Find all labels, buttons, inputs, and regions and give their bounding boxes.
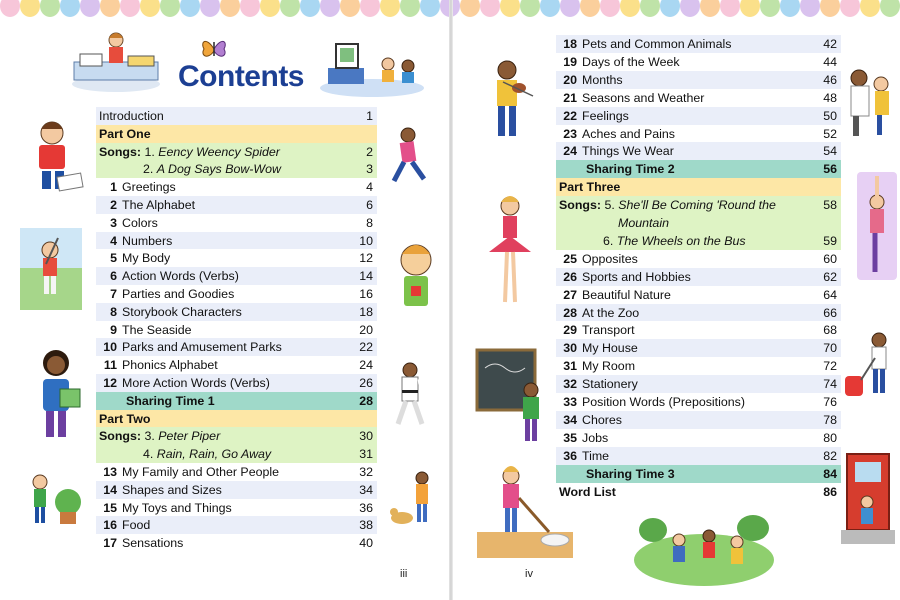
toc-label: Sharing Time 1	[126, 393, 215, 408]
toc-entry[interactable]	[96, 232, 377, 250]
toc-number: 29	[563, 323, 577, 338]
toc-page-number: 52	[823, 126, 837, 141]
toc-page-number: 78	[823, 412, 837, 427]
toc-number: 14	[103, 482, 117, 497]
toc-number: 8	[110, 304, 117, 319]
toc-label: Shapes and Sizes	[122, 482, 222, 497]
toc-entry[interactable]	[96, 214, 377, 232]
toc-entry[interactable]	[96, 178, 377, 196]
toc-page-number: 54	[823, 144, 837, 159]
toc-entry[interactable]	[556, 375, 841, 393]
toc-entry[interactable]	[96, 267, 377, 285]
toc-page-number: 18	[359, 304, 373, 319]
page-number-left: iii	[400, 568, 408, 580]
toc-entry[interactable]	[96, 321, 377, 339]
toc-number: 27	[563, 287, 577, 302]
toc-entry[interactable]	[556, 35, 841, 53]
toc-page-number: 8	[366, 215, 373, 230]
toc-number: 12	[103, 376, 117, 390]
toc-entry[interactable]	[556, 483, 841, 501]
toc-number: 10	[103, 340, 117, 355]
violinist-illustration	[477, 58, 537, 142]
toc-label: Beautiful Nature	[582, 287, 671, 302]
toc-label: Sharing Time 3	[586, 466, 675, 481]
toc-page-number: 76	[823, 395, 837, 409]
toc-label: Days of the Week	[582, 54, 680, 69]
child-walking-dog-illustration	[388, 470, 442, 530]
toc-label: Transport	[582, 323, 635, 338]
toc-page-number: 59	[823, 233, 837, 248]
toc-page-number: 4	[366, 180, 373, 195]
toc-number: 25	[563, 251, 577, 266]
toc-label: Action Words (Verbs)	[122, 269, 239, 284]
toc-label	[556, 196, 841, 214]
toc-entry[interactable]	[96, 303, 377, 321]
toc-label: My Body	[122, 251, 171, 266]
toc-page-number: 84	[823, 466, 837, 481]
page-title: Contents	[178, 60, 304, 93]
toc-entry[interactable]	[556, 304, 841, 322]
toc-page-number: 3	[366, 162, 373, 177]
toc-page-number: 32	[359, 465, 373, 479]
song-prefix: Songs: 1.	[99, 144, 159, 159]
toc-page-number: 28	[359, 393, 373, 408]
toc-page-number: 64	[823, 287, 837, 302]
toc-number: 7	[110, 287, 117, 301]
toc-entry[interactable]	[96, 445, 377, 463]
toc-label	[556, 232, 841, 250]
toc-label: Food	[122, 518, 151, 533]
toc-page-number: 24	[359, 358, 373, 373]
song-prefix: 6.	[603, 233, 617, 248]
toc-entry[interactable]	[556, 286, 841, 304]
toc-page-number: 50	[823, 108, 837, 123]
toc-number: 21	[563, 90, 577, 105]
right-page	[453, 0, 900, 600]
toc-entry[interactable]	[96, 338, 377, 356]
toc-label: Sports and Hobbies	[582, 269, 691, 284]
song-title: She'll Be Coming 'Round the	[618, 198, 776, 213]
toc-number: 13	[103, 465, 117, 479]
toc-entry[interactable]	[556, 232, 841, 250]
toc-label	[96, 160, 377, 178]
toc-page-number: 48	[823, 90, 837, 105]
toc-entry[interactable]	[96, 481, 377, 499]
ballerina-illustration	[485, 192, 535, 310]
toc-label: Sharing Time 2	[586, 162, 675, 177]
song-title: The Wheels on the Bus	[616, 233, 746, 248]
child-vacuuming-illustration	[841, 330, 897, 400]
toc-label: Storybook Characters	[122, 304, 242, 319]
toc-page-number: 20	[359, 322, 373, 337]
toc-label: Word List	[559, 484, 616, 499]
toc-page-number: 14	[359, 269, 373, 284]
toc-page-number: 42	[823, 37, 837, 51]
toc-entry[interactable]	[556, 196, 841, 214]
toc-entry[interactable]	[96, 160, 377, 178]
toc-label	[96, 143, 377, 161]
toc-number: 9	[110, 322, 117, 337]
toc-label: Part Three	[559, 180, 621, 195]
toc-label: Time	[582, 448, 610, 463]
toc-page-number: 74	[823, 377, 837, 392]
toc-entry[interactable]	[556, 178, 841, 196]
toc-number: 34	[563, 412, 577, 427]
toc-page-number: 30	[359, 429, 373, 444]
song-title: Eency Weency Spider	[158, 144, 280, 159]
toc-page-number: 58	[823, 198, 837, 213]
girl-reading-illustration	[30, 345, 88, 445]
toc-page-number: 46	[823, 72, 837, 87]
toc-label: Part Two	[99, 411, 151, 426]
toc-label: Seasons and Weather	[582, 90, 705, 105]
toc-entry[interactable]	[96, 125, 377, 143]
toc-number: 18	[563, 37, 577, 51]
toc-page-number: 12	[359, 251, 373, 266]
child-watering-plant-illustration	[26, 470, 86, 528]
toc-entry[interactable]	[556, 339, 841, 357]
child-at-desk-illustration	[70, 28, 162, 94]
toc-page-number: 16	[359, 287, 373, 301]
toc-entry[interactable]	[96, 427, 377, 445]
toc-label: Parks and Amusement Parks	[122, 340, 282, 355]
child-at-door-illustration	[841, 452, 895, 544]
toc-page-number: 68	[823, 323, 837, 338]
song-title: Mountain	[618, 216, 669, 230]
toc-number: 2	[110, 198, 117, 212]
song-prefix: 2.	[143, 162, 157, 177]
toc-label: My Toys and Things	[122, 500, 232, 515]
toc-page-number: 72	[823, 359, 837, 374]
toc-label: The Seaside	[122, 322, 192, 337]
toc-entry[interactable]	[556, 465, 841, 483]
toc-page-number: 10	[359, 233, 373, 248]
toc-page-number: 22	[359, 340, 373, 355]
toc-number: 4	[110, 233, 117, 248]
toc-page-number: 31	[359, 447, 373, 462]
child-drawing-illustration	[22, 115, 84, 197]
toc-label: Feelings	[582, 108, 629, 123]
toc-page-number: 40	[359, 536, 373, 551]
song-prefix: 4.	[143, 447, 157, 462]
toc-page-number: 34	[359, 482, 373, 497]
toc-number: 19	[563, 54, 577, 69]
contents-list-left	[96, 107, 377, 557]
toc-entry[interactable]	[556, 321, 841, 339]
toc-page-number: 86	[823, 484, 837, 499]
toc-label: Colors	[122, 215, 158, 230]
toc-label: Stationery	[582, 377, 638, 392]
toc-entry[interactable]	[556, 53, 841, 71]
toc-page-number: 60	[823, 251, 837, 266]
toc-entry[interactable]	[96, 463, 377, 481]
toc-label	[96, 427, 377, 445]
toc-number: 36	[563, 448, 577, 463]
toc-number: 3	[110, 215, 117, 230]
toc-label: At the Zoo	[582, 305, 640, 320]
toc-page-number: 26	[359, 376, 373, 390]
song-prefix: Songs: 5.	[559, 198, 619, 213]
toc-entry[interactable]	[96, 499, 377, 517]
toc-entry[interactable]	[96, 374, 377, 392]
toc-entry[interactable]	[96, 516, 377, 534]
toc-label: Aches and Pains	[582, 126, 675, 141]
toc-page-number: 44	[823, 54, 837, 69]
toc-label: Introduction	[99, 109, 164, 123]
toc-number: 17	[103, 536, 117, 551]
golfer-illustration	[20, 228, 82, 310]
toc-label: Months	[582, 72, 623, 87]
toc-entry[interactable]	[556, 214, 841, 232]
toc-entry[interactable]	[556, 125, 841, 143]
toc-entry[interactable]	[556, 393, 841, 411]
toc-number: 16	[103, 518, 117, 533]
song-title: Rain, Rain, Go Away	[156, 447, 272, 462]
toc-entry[interactable]	[96, 143, 377, 161]
toc-page-number: 80	[823, 430, 837, 445]
toc-page-number: 70	[823, 341, 837, 356]
toc-label	[96, 445, 377, 463]
toc-label: Things We Wear	[582, 144, 674, 159]
toc-page-number: 56	[823, 162, 837, 177]
toc-number: 11	[103, 358, 117, 373]
yoga-child-illustration	[857, 172, 897, 280]
toc-number: 1	[110, 180, 117, 195]
toc-page-number: 62	[823, 269, 837, 284]
toc-page-number: 2	[366, 144, 373, 159]
toc-number: 31	[563, 359, 577, 374]
toc-label: Pets and Common Animals	[582, 37, 732, 51]
toc-label: My Family and Other People	[122, 465, 280, 479]
toc-entry[interactable]	[556, 160, 841, 178]
toc-number: 33	[563, 395, 577, 409]
child-running-illustration	[384, 125, 436, 189]
toc-label: Greetings	[122, 180, 176, 195]
toc-number: 35	[563, 430, 577, 445]
toc-entry[interactable]	[96, 392, 377, 410]
toc-label: Position Words (Prepositions)	[582, 395, 745, 409]
toc-entry[interactable]	[556, 107, 841, 125]
toc-label: Jobs	[582, 430, 609, 445]
toc-label: More Action Words (Verbs)	[122, 376, 270, 390]
toc-label: Chores	[582, 412, 622, 427]
toc-number: 20	[563, 72, 577, 87]
children-playing-illustration	[633, 510, 775, 588]
toc-entry[interactable]	[556, 357, 841, 375]
toc-number: 23	[563, 126, 577, 141]
doctor-and-patient-illustration	[843, 66, 899, 140]
kids-watching-tv-illustration	[318, 38, 426, 98]
toc-number: 6	[110, 269, 117, 284]
toc-entry[interactable]	[556, 429, 841, 447]
toc-entry[interactable]	[96, 196, 377, 214]
toc-entry[interactable]	[556, 142, 841, 160]
toc-entry[interactable]	[96, 410, 377, 428]
toc-entry[interactable]	[96, 107, 377, 125]
song-prefix: Songs: 3.	[99, 429, 159, 444]
toc-entry[interactable]	[556, 89, 841, 107]
toc-label: My Room	[582, 359, 636, 374]
chalkboard-child-illustration	[475, 348, 547, 444]
toc-number: 5	[110, 251, 117, 266]
toc-page-number: 38	[359, 518, 373, 533]
karate-child-illustration	[386, 360, 438, 430]
toc-label: Opposites	[582, 251, 638, 266]
song-title: Peter Piper	[158, 429, 221, 444]
toc-page-number: 66	[823, 305, 837, 320]
toc-entry[interactable]	[96, 534, 377, 552]
toc-label: Numbers	[122, 233, 173, 248]
toc-label: Parties and Goodies	[122, 287, 235, 301]
toc-entry[interactable]	[556, 268, 841, 286]
toc-page-number: 82	[823, 448, 837, 463]
toc-label: The Alphabet	[122, 198, 196, 212]
toc-number: 26	[563, 269, 577, 284]
toc-label: Part One	[99, 126, 151, 141]
toc-entry[interactable]	[96, 285, 377, 303]
butterfly-icon	[200, 36, 228, 62]
toc-page-number: 6	[366, 198, 373, 212]
contents-list-right	[556, 35, 841, 501]
toc-number: 15	[103, 500, 117, 515]
toc-label	[556, 214, 841, 232]
toc-entry[interactable]	[556, 71, 841, 89]
toc-entry[interactable]	[556, 411, 841, 429]
toc-entry[interactable]	[556, 447, 841, 465]
left-page	[0, 0, 449, 600]
toc-number: 22	[563, 108, 577, 123]
song-title: A Dog Says Bow-Wow	[156, 162, 281, 177]
boy-thinking-illustration	[392, 242, 440, 316]
toc-number: 30	[563, 341, 577, 356]
toc-number: 32	[563, 377, 577, 392]
toc-number: 28	[563, 305, 577, 320]
toc-entry[interactable]	[96, 249, 377, 267]
page-number-right: iv	[525, 568, 533, 580]
toc-label: My House	[582, 341, 638, 356]
toc-entry[interactable]	[96, 356, 377, 374]
toc-page-number: 1	[366, 109, 373, 123]
toc-page-number: 36	[359, 500, 373, 515]
toc-entry[interactable]	[556, 250, 841, 268]
toc-label: Sensations	[122, 536, 184, 551]
toc-number: 24	[563, 144, 577, 159]
toc-label: Phonics Alphabet	[122, 358, 218, 373]
